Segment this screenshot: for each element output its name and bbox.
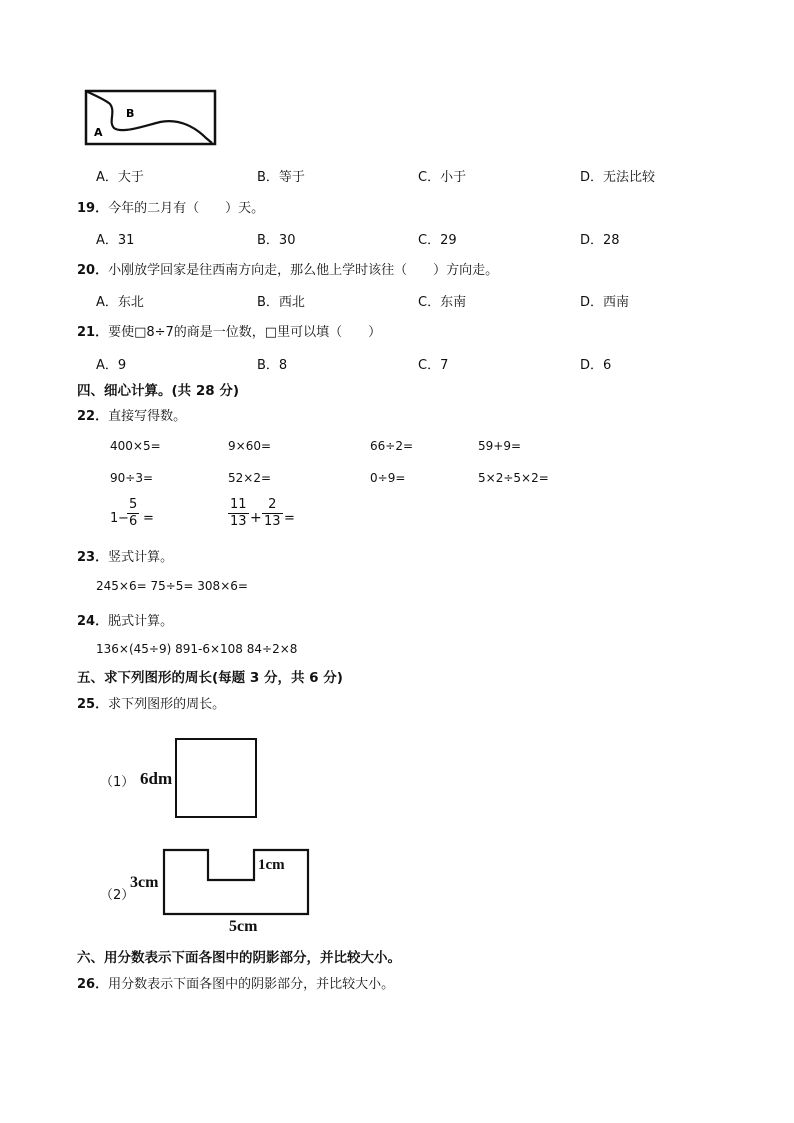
notched-rectangle-shape bbox=[162, 848, 310, 916]
q22-item: 52×2= bbox=[228, 471, 272, 485]
q18-option-b[interactable]: B．等于 bbox=[257, 170, 305, 185]
q26-question bbox=[77, 973, 394, 992]
q25-text: 求下列图形的周长。 bbox=[108, 697, 226, 712]
section-5-title: 五、求下列图形的周长(每题 3 分，共 6 分) bbox=[77, 670, 343, 686]
q24-question bbox=[77, 610, 173, 629]
q25-question bbox=[77, 693, 225, 712]
q22-item: 400×5= bbox=[110, 439, 161, 453]
q19-option-b[interactable]: B．30 bbox=[257, 233, 296, 248]
q19-option-a[interactable]: A．31 bbox=[96, 233, 135, 248]
q22-item: 90÷3= bbox=[110, 471, 154, 485]
q24-text: 脱式计算。 bbox=[108, 614, 174, 629]
q18-option-a[interactable]: A．大于 bbox=[96, 170, 144, 185]
q21-question bbox=[77, 321, 381, 340]
q18-option-d[interactable]: D．无法比较 bbox=[580, 170, 656, 185]
label-b: B bbox=[126, 107, 135, 120]
q23-question bbox=[77, 546, 173, 565]
q21-option-b[interactable]: B．8 bbox=[257, 358, 288, 373]
q20-question bbox=[77, 259, 498, 278]
q23-number: 23． bbox=[77, 550, 109, 565]
q20-option-d[interactable]: D．西南 bbox=[580, 295, 630, 310]
q26-number: 26． bbox=[77, 977, 109, 992]
q21-text: 要使□8÷7的商是一位数，□里可以填（ ） bbox=[108, 325, 382, 340]
frac2-fraction-2 bbox=[262, 497, 283, 530]
q20-option-c[interactable]: C．东南 bbox=[418, 295, 467, 310]
frac1-numerator: 5 bbox=[129, 497, 138, 512]
q22-item: 9×60= bbox=[228, 439, 272, 453]
frac1-denominator: 6 bbox=[129, 514, 138, 529]
frac2-operator: + bbox=[250, 510, 262, 526]
section-4-title: 四、细心计算。(共 28 分) bbox=[77, 383, 240, 399]
frac1-equals: = bbox=[143, 511, 154, 526]
label-a: A bbox=[94, 126, 103, 139]
q22-item: 5×2÷5×2= bbox=[478, 471, 549, 485]
square-shape bbox=[175, 738, 257, 818]
frac2-denominator-2: 13 bbox=[264, 514, 281, 529]
q26-text: 用分数表示下面各图中的阴影部分，并比较大小。 bbox=[108, 977, 395, 992]
section-6-title: 六、用分数表示下面各图中的阴影部分，并比较大小。 bbox=[77, 950, 401, 966]
fig2-notch-label: 1cm bbox=[258, 857, 285, 873]
frac2-numerator-2: 2 bbox=[262, 497, 283, 514]
q21-number: 21． bbox=[77, 325, 109, 340]
q21-option-a[interactable]: A．9 bbox=[96, 358, 127, 373]
q23-expressions: 245×6= 75÷5= 308×6= bbox=[96, 579, 248, 593]
fig2-width-label: 5cm bbox=[229, 918, 258, 935]
q22-item: 59+9= bbox=[478, 439, 522, 453]
frac2-equals: = bbox=[284, 511, 295, 526]
q22-text: 直接写得数。 bbox=[108, 409, 187, 424]
q19-text: 今年的二月有（ ）天。 bbox=[108, 201, 265, 216]
q24-expressions: 136×(45÷9) 891-6×108 84÷2×8 bbox=[96, 642, 298, 656]
q19-question bbox=[77, 197, 264, 216]
q22-item: 66÷2= bbox=[370, 439, 414, 453]
q21-option-c[interactable]: C．7 bbox=[418, 358, 449, 373]
q25-number: 25． bbox=[77, 697, 109, 712]
q20-number: 20． bbox=[77, 263, 109, 278]
fig2-index: （2） bbox=[100, 888, 135, 903]
fig2-height-label: 3cm bbox=[130, 874, 159, 891]
q21-option-d[interactable]: D．6 bbox=[580, 358, 612, 373]
fig1-index: （1） bbox=[100, 775, 135, 790]
q23-text: 竖式计算。 bbox=[108, 550, 174, 565]
frac2-fraction-1 bbox=[228, 497, 249, 530]
q20-option-a[interactable]: A．东北 bbox=[96, 295, 144, 310]
frac1-whole: 1 bbox=[110, 511, 119, 526]
q22-item: 0÷9= bbox=[370, 471, 406, 485]
q20-text: 小刚放学回家是往西南方向走，那么他上学时该往（ ）方向走。 bbox=[108, 263, 499, 278]
frac2-numerator-1: 11 bbox=[230, 497, 247, 512]
frac1-operator: − bbox=[118, 511, 129, 526]
q22-number: 22． bbox=[77, 409, 109, 424]
q19-number: 19． bbox=[77, 201, 109, 216]
frac2-denominator-1: 13 bbox=[230, 514, 247, 529]
q19-option-d[interactable]: D．28 bbox=[580, 233, 620, 248]
region-ab-figure bbox=[84, 88, 218, 148]
q22-question bbox=[77, 405, 186, 424]
q20-option-b[interactable]: B．西北 bbox=[257, 295, 305, 310]
q24-number: 24． bbox=[77, 614, 109, 629]
fig1-dimension-label: 6dm bbox=[140, 769, 173, 788]
q18-option-c[interactable]: C．小于 bbox=[418, 170, 467, 185]
q19-option-c[interactable]: C．29 bbox=[418, 233, 457, 248]
frac1-fraction bbox=[127, 497, 139, 530]
